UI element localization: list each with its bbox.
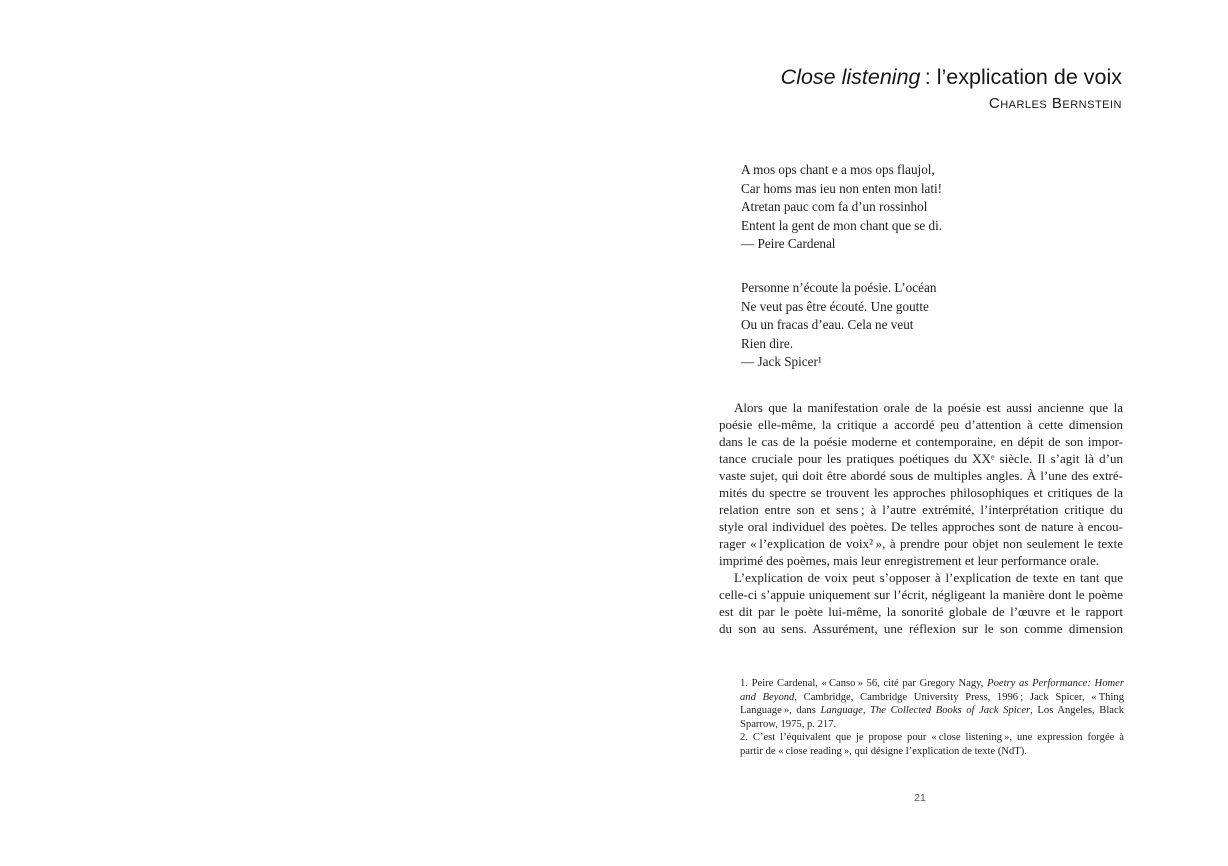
body-line: imprimé des poèmes, mais leur enregistrement et leur performance orale. — [719, 553, 1100, 568]
footnote-line — [740, 745, 1124, 759]
body-line: vaste sujet, qui doit être abordé sous de multiples angles. À l’une des extré- — [719, 468, 1123, 483]
body-line: celle-ci s’appuie uniquement sur l’écrit, négligeant la manière dont le poème — [719, 587, 1123, 602]
epigraph-jack-spicer — [741, 279, 1081, 372]
body-line: Alors que la manifestation orale de la poésie est aussi ancienne que la — [734, 400, 1123, 415]
page-title — [718, 64, 1122, 91]
footnote-line — [740, 718, 1124, 732]
footnote-line — [740, 731, 1124, 745]
epigraph-line: Personne n’écoute la poésie. L’océan — [741, 280, 937, 295]
footnote-2 — [740, 731, 1124, 758]
footnote-text: Sparrow, 1975, p. 217. — [740, 718, 837, 730]
footnote-text-italic: Poetry as Performance: Homer — [987, 678, 1124, 689]
title-roman-part: : l’explication de voix — [920, 65, 1122, 89]
footnote-text: , Los Angeles, Black — [1030, 705, 1124, 717]
footnote-1 — [740, 677, 1124, 731]
epigraph-attribution: — Peire Cardenal — [741, 236, 836, 251]
footnotes — [740, 677, 1124, 759]
body-line: style oral individuel des poètes. De telles approches sont de nature à encou- — [719, 519, 1123, 534]
body-paragraph — [719, 399, 1123, 569]
body-line: dans le cas de la poésie moderne et contemporaine, en dépit de son impor- — [719, 434, 1123, 449]
footnote-text-italic: Language, The Collected Books of Jack Spicer — [820, 705, 1031, 717]
author-name: Charles Bernstein — [988, 95, 1122, 112]
epigraph-line: Car homs mas ieu non enten mon lati! — [741, 180, 943, 196]
body-text — [719, 399, 1123, 637]
body-line: rager « l’explication de voix² », à prendre pour objet non seulement le texte — [719, 536, 1123, 551]
page-number: 21 — [914, 792, 926, 804]
body-line: mités du spectre se trouvent les approches philosophiques et critiques de la — [719, 485, 1123, 500]
epigraph-line: Entent la gent de mon chant que se di. — [741, 217, 943, 233]
epigraph-line: Atretan pauc com fa d’un rossinhol — [741, 199, 928, 214]
footnote-text: partir de « close reading », qui désigne l’explication de texte (NdT). — [740, 745, 1027, 757]
footnote-text: 1. Peire Cardenal, « Canso » 56, cité par Gregory Nagy, — [740, 678, 988, 689]
footnote-text: , Cambridge, Cambridge University Press, 1996 ; Jack Spicer, « Thing — [794, 691, 1125, 703]
footnote-line — [740, 677, 1124, 691]
epigraph-line: A mos ops chant e a mos ops flaujol, — [741, 162, 935, 177]
body-line: du son au sens. Assurément, une réflexion sur le son comme dimension — [719, 621, 1123, 636]
body-line: est dit par le poète lui-même, la sonorité globale de l’œuvre et le rapport — [719, 604, 1123, 619]
footnote-text-italic: and Beyond — [740, 691, 795, 703]
body-line: L’explication de voix peut s’opposer à l’explication de texte en tant que — [734, 570, 1123, 585]
epigraph-line: Ou un fracas d’eau. Cela ne veut — [741, 317, 914, 332]
body-line: poésie elle-même, la critique a accordé peu d’attention à cette dimension — [719, 417, 1123, 432]
footnote-line — [740, 704, 1124, 718]
epigraph-line: Ne veut pas être écouté. Une goutte — [741, 298, 929, 314]
footnote-line — [740, 691, 1124, 705]
footnote-text: 2. C’est l’équivalent que je propose pour « close listening », une expression forgée à — [740, 732, 1124, 744]
epigraph-attribution: — Jack Spicer¹ — [741, 354, 822, 369]
footnote-text: Language », dans — [740, 705, 821, 717]
epigraph-line: Rien dire. — [741, 335, 794, 351]
title-italic-part: Close listening — [780, 65, 921, 89]
chapter-header — [718, 64, 1122, 114]
epigraph-peire-cardenal — [741, 161, 1081, 254]
body-line: relation entre son et sens ; à l’autre extrémité, l’interprétation critique du — [719, 502, 1123, 517]
body-line: tance cruciale pour les pratiques poétiques du XXᵉ siècle. Il s’agit là d’un — [719, 451, 1123, 466]
body-paragraph — [719, 569, 1123, 637]
